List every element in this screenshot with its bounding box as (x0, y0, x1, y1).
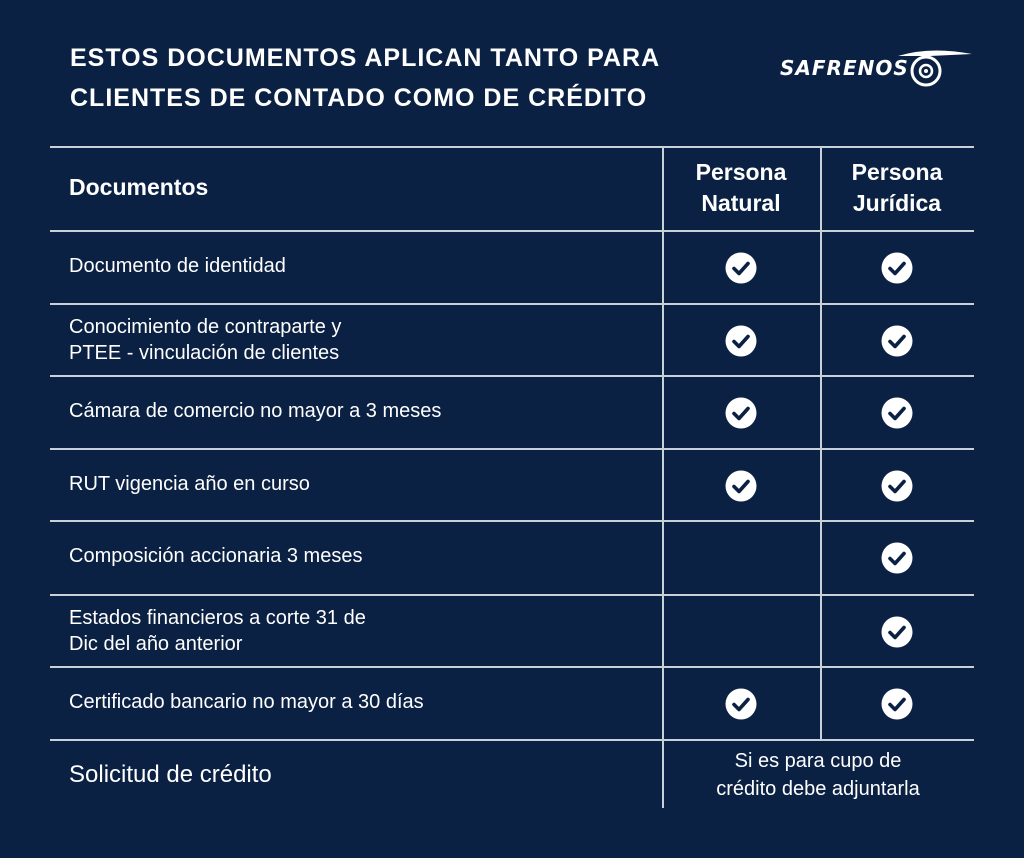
check-icon-natural (725, 252, 757, 284)
document-row-label: Conocimiento de contraparte y PTEE - vinculación de clientes (69, 316, 342, 364)
check-icon-juridica (881, 397, 913, 429)
check-icon-juridica (881, 616, 913, 648)
page-title (70, 38, 660, 118)
check-icon-natural (725, 470, 757, 502)
header-persona-juridica: Persona Jurídica (851, 159, 943, 216)
document-row-label: Certificado bancario no mayor a 30 días (69, 691, 424, 713)
document-row-label: Composición accionaria 3 meses (69, 545, 363, 567)
document-row-label: RUT vigencia año en curso (69, 473, 310, 495)
title-line-1: ESTOS DOCUMENTOS APLICAN TANTO PARA (70, 44, 661, 72)
check-icon-natural (725, 397, 757, 429)
document-row-label: Documento de identidad (69, 255, 286, 277)
check-icon-juridica (881, 542, 913, 574)
solicitud-credito-label: Solicitud de crédito (69, 761, 272, 788)
header-persona-natural: Persona Natural (695, 159, 787, 216)
title-line-2: CLIENTES DE CONTADO COMO DE CRÉDITO (70, 84, 648, 112)
check-icon-juridica (881, 470, 913, 502)
check-icon-juridica (881, 325, 913, 357)
solicitud-credito-note: Si es para cupo de crédito debe adjuntarla (716, 750, 920, 800)
header-documents: Documentos (69, 174, 209, 200)
document-row-label: Cámara de comercio no mayor a 3 meses (69, 400, 442, 422)
check-icon-juridica (881, 688, 913, 720)
check-icon-natural (725, 325, 757, 357)
logo-text: SAFRENOS (780, 56, 909, 80)
check-icon-juridica (881, 252, 913, 284)
safrenos-logo (780, 44, 976, 90)
check-icon-natural (725, 688, 757, 720)
document-row-label: Estados financieros a corte 31 de Dic del año anterior (69, 607, 366, 655)
